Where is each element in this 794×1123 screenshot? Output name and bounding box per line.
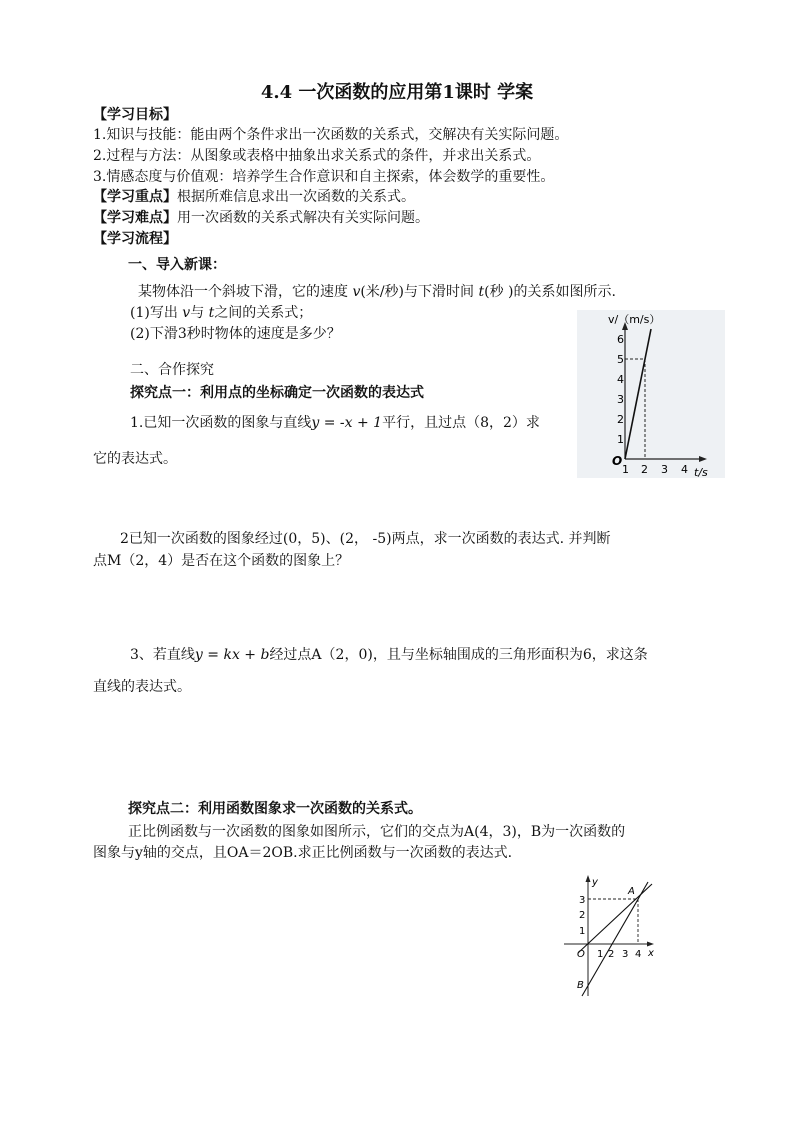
problem-4-cont: 图象与y轴的交点，且OA＝2OB.求正比例函数与一次函数的表达式. xyxy=(93,845,513,861)
key-point-text: 根据所难信息求出一次函数的关系式。 xyxy=(177,189,415,205)
question-1 xyxy=(130,303,312,323)
p1-text: 1.已知一次函数的图象与直线 xyxy=(130,415,312,431)
origin-label: O xyxy=(612,454,623,468)
y-tick-label: 5 xyxy=(617,353,624,366)
x-tick-label: 3 xyxy=(661,463,668,476)
var-t: t xyxy=(478,284,485,300)
problem-1 xyxy=(130,413,540,433)
y-tick-label: 4 xyxy=(617,373,624,386)
key-point-label: 【学习重点】 xyxy=(93,189,177,205)
section2-heading: 二、合作探究 xyxy=(130,362,214,378)
y-tick-label: 2 xyxy=(579,910,586,921)
y-tick-label: 3 xyxy=(579,895,586,906)
problem-text: (米/秒)与下滑时间 xyxy=(360,284,475,300)
page-title: 4.4 一次函数的应用第1课时 学案 xyxy=(260,82,534,103)
y-axis-label: y xyxy=(592,877,598,888)
p3-text: 3、若直线 xyxy=(130,647,195,663)
problem-2-cont: 点M（2，4）是否在这个函数的图象上？ xyxy=(93,553,350,569)
x-tick-label: 2 xyxy=(608,949,615,960)
objective-item: 3.情感态度与价值观：培养学生合作意识和自主探索，体会数学的重要性。 xyxy=(93,169,555,185)
y-tick-label: 2 xyxy=(617,413,624,426)
y-tick-label: 1 xyxy=(579,926,586,937)
key-point-line xyxy=(93,187,415,207)
problem-4: 正比例函数与一次函数的图象如图所示，它们的交点为A(4，3)，B为一次函数的 xyxy=(128,824,626,840)
graph-background xyxy=(577,310,725,478)
problem-text: (秒 )的关系如图所示. xyxy=(484,284,616,300)
y-axis-arrow xyxy=(586,875,591,882)
x-tick-label: 2 xyxy=(641,463,648,476)
problem-text: 某物体沿一个斜坡下滑，它的速度 xyxy=(138,284,348,300)
difficulty-text: 用一次函数的关系式解决有关实际问题。 xyxy=(177,210,429,226)
x-axis-arrow xyxy=(647,942,654,947)
origin-label: O xyxy=(577,949,585,960)
problem-3-cont: 直线的表达式。 xyxy=(93,679,191,695)
explore1-title: 探究点一：利用点的坐标确定一次函数的表达式 xyxy=(130,385,424,401)
var-v: v xyxy=(182,305,191,321)
var-t: t xyxy=(208,305,215,321)
function-graph xyxy=(560,872,664,1000)
p1-text: 平行，且过点（8，2）求 xyxy=(382,415,540,431)
flow-header: 【学习流程】 xyxy=(93,231,177,247)
problem-1-cont: 它的表达式。 xyxy=(93,451,177,467)
x-tick-label: 1 xyxy=(622,463,629,476)
y-tick-label: 1 xyxy=(617,433,624,446)
point-b-label: B xyxy=(577,980,584,991)
objective-item: 2.过程与方法：从图象或表格中抽象出求关系式的条件，并求出关系式。 xyxy=(93,148,541,164)
x-axis-label: t/s xyxy=(694,466,708,478)
x-tick-label: 3 xyxy=(622,949,629,960)
y-axis-label: v/（m/s） xyxy=(608,313,661,326)
q1-text: 与 xyxy=(190,305,205,321)
difficulty-line xyxy=(93,208,429,228)
q1-text: 之间的关系式； xyxy=(214,305,313,321)
y-ticks xyxy=(579,895,585,937)
x-tick-label: 4 xyxy=(635,949,642,960)
p1-equation: y = -x + 1 xyxy=(311,415,383,431)
x-tick-label: 1 xyxy=(597,949,604,960)
velocity-time-graph xyxy=(577,310,725,478)
x-axis-label: x xyxy=(648,948,654,959)
objective-item: 1.知识与技能：能由两个条件求出一次函数的关系式，交解决有关实际问题。 xyxy=(93,127,569,143)
objectives-header: 【学习目标】 xyxy=(93,107,177,123)
problem-3 xyxy=(130,645,648,665)
p3-equation: y = kx + b xyxy=(194,647,270,663)
question-2: (2)下滑3秒时物体的速度是多少？ xyxy=(130,326,341,342)
point-a-label: A xyxy=(628,886,635,897)
y-tick-label: 6 xyxy=(617,333,624,346)
p3-text: 经过点A（2，0)，且与坐标轴围成的三角形面积为6，求这条 xyxy=(269,647,648,663)
difficulty-label: 【学习难点】 xyxy=(93,210,177,226)
x-tick-label: 4 xyxy=(681,463,688,476)
section1-problem xyxy=(138,282,616,302)
q1-text: (1)写出 xyxy=(130,305,178,321)
y-tick-label: 3 xyxy=(617,393,624,406)
var-v: v xyxy=(352,284,361,300)
problem-2: 2已知一次函数的图象经过(0，5)、(2， -5)两点，求一次函数的表达式. 并判断 xyxy=(120,531,611,547)
explore2-title: 探究点二：利用函数图象求一次函数的关系式。 xyxy=(128,801,422,817)
section1-heading: 一、导入新课： xyxy=(128,257,226,273)
